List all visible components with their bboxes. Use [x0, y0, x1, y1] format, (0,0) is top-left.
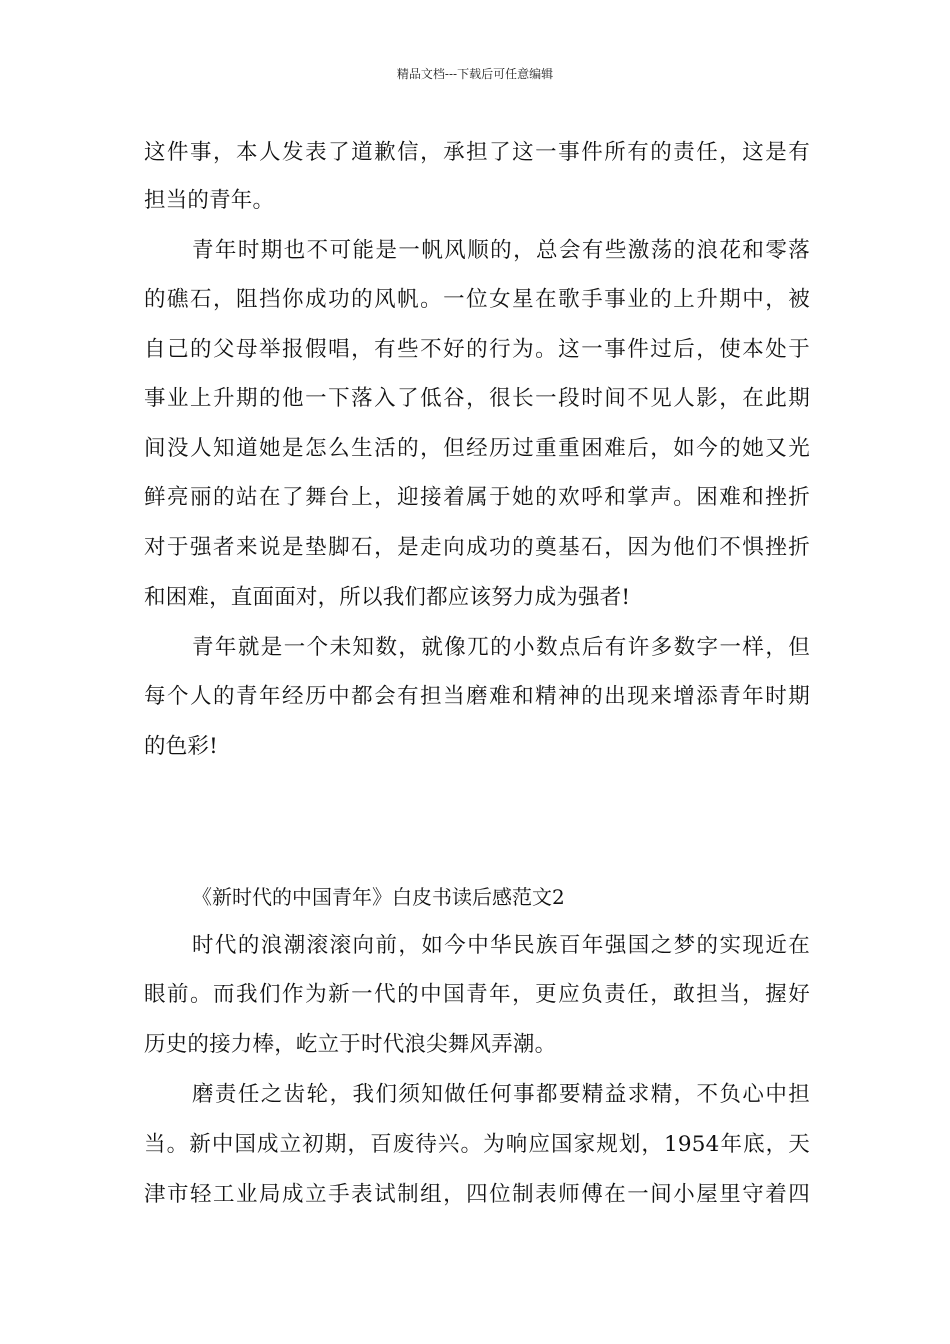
paragraph-line: 鲜亮丽的站在了舞台上，迎接着属于她的欢呼和掌声。困难和挫折	[144, 485, 810, 510]
paragraph-line: 津市轻工业局成立手表试制组，四位制表师傅在一间小屋里守着四	[144, 1182, 810, 1207]
paragraph-line: 和困难，直面面对，所以我们都应该努力成为强者!	[144, 585, 631, 610]
paragraph-line: 这件事，本人发表了道歉信，承担了这一事件所有的责任，这是有	[144, 140, 810, 165]
paragraph-line: 青年时期也不可能是一帆风顺的，总会有些激荡的浪花和零落	[192, 238, 810, 263]
paragraph-line: 磨责任之齿轮，我们须知做任何事都要精益求精，不负心中担	[192, 1082, 810, 1107]
section-title: 《新时代的中国青年》白皮书读后感范文2	[192, 885, 565, 909]
paragraph-line: 历史的接力棒，屹立于时代浪尖舞风弄潮。	[144, 1032, 557, 1057]
paragraph-line: 时代的浪潮滚滚向前，如今中华民族百年强国之梦的实现近在	[192, 933, 810, 958]
paragraph-line: 间没人知道她是怎么生活的，但经历过重重困难后，如今的她又光	[144, 436, 810, 461]
paragraph-line: 担当的青年。	[144, 188, 275, 213]
paragraph-line: 对于强者来说是垫脚石，是走向成功的奠基石，因为他们不惧挫折	[144, 535, 810, 560]
paragraph-line: 事业上升期的他一下落入了低谷，很长一段时间不见人影，在此期	[144, 386, 810, 411]
paragraph-line: 每个人的青年经历中都会有担当磨难和精神的出现来增添青年时期	[144, 684, 810, 709]
paragraph-line: 自己的父母举报假唱，有些不好的行为。这一事件过后，使本处于	[144, 337, 810, 362]
paragraph-line: 当。新中国成立初期，百废待兴。为响应国家规划，1954年底，天	[144, 1132, 810, 1157]
page-header: 精品文档---下载后可任意编辑	[396, 67, 554, 81]
paragraph-line: 的色彩!	[144, 734, 218, 759]
paragraph-line: 眼前。而我们作为新一代的中国青年，更应负责任，敢担当，握好	[144, 982, 810, 1007]
paragraph-line: 青年就是一个未知数，就像兀的小数点后有许多数字一样，但	[192, 635, 810, 660]
paragraph-line: 的礁石，阻挡你成功的风帆。一位女星在歌手事业的上升期中，被	[144, 287, 810, 312]
